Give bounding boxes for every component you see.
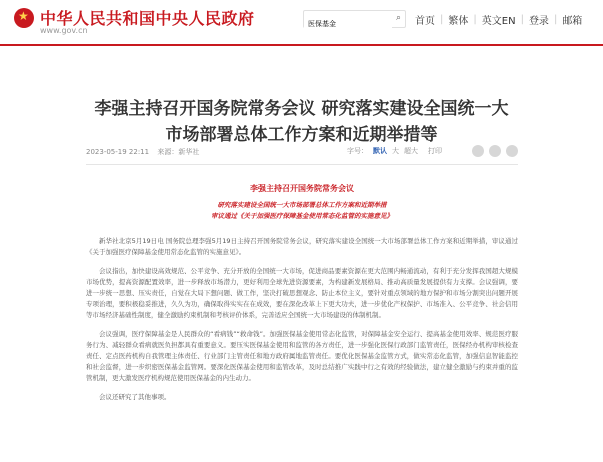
article-source: 来源：新华社 [157, 148, 200, 156]
nav-login[interactable]: 登录 [528, 16, 549, 27]
search-box [303, 10, 406, 28]
paragraph: 新华社北京5月19日电 国务院总理李强5月19日主持召开国务院常务会议，研究落实建设全国统一大市场部署总体工作方案和近期举措，审议通过《关于加强医疗保障基金使用常态化监管的实施意见》。 [86, 237, 518, 256]
article-summary [86, 183, 518, 222]
nav-english[interactable]: 英文EN [481, 16, 516, 27]
paragraph: 会议指出，加快建设高效规范、公平竞争、充分开放的全国统一大市场，促进商品要素资源在更大范围内畅通流动，有利于充分发挥我国超大规模市场优势，提高资源配置效率，进一步释放市场潜力，更好利用全球先进资源要素，为构建新发展格局、推动高质量发展提供有力支撑。会议强调，要进一步统一思想、压实责任，自觉在大局下想问题、做工作，坚决打破思想观念、防止本位主义，要针对重点领域的地方保护和市场分割突出问题开展专项治理，要积极稳妥推进，久久为功，确保取得实实在在成效，要在深化改革上下更大功夫，进一步优化产权保护、市场准入、公平竞争、社会信用等市场经济基础性制度，健全激励约束机制和考核评价体系，完善适应全国统一大市场建设的体制机制。 [86, 267, 518, 319]
font-size-label: 字号： [347, 147, 368, 155]
paragraph: 会议强调，医疗保障基金是人民群众的“看病钱”“救命钱”。加强医保基金使用常态化监管，对保障基金安全运行、提高基金使用效率、规范医疗服务行为、减轻群众看病就医负担都具有重要意义。要压实医保基金使用和监管的各方责任，进一步强化医保行政部门监管责任，医保经办机构审核检查责任、定点医药机构自我管理主体责任、行业部门主管责任和地方政府属地监管责任。要优化医保基金监管方式，做实常态化监管，加强信息智能监控和社会监督，进一步织密医保基金监管网。要深化医保基金使用和监管改革，及时总结推广实践中行之有效的经验做法，建立健全激励与约束并重的监管机制，更大激发医疗机构规范使用医保基金的内生动力。 [86, 330, 518, 382]
search-icon[interactable]: ⌕ [395, 13, 401, 23]
article-meta [86, 145, 518, 161]
font-size-large[interactable]: 大 [392, 147, 399, 155]
search-input[interactable] [304, 16, 392, 32]
font-size-xlarge[interactable]: 超大 [404, 147, 418, 155]
publish-date: 2023-05-19 22:11 [86, 148, 150, 156]
article-body [86, 236, 518, 411]
meta-divider [86, 164, 518, 165]
nav-traditional[interactable]: 繁体 [448, 16, 469, 27]
share-weibo-icon[interactable] [489, 145, 501, 157]
nav-home[interactable]: 首页 [415, 16, 435, 27]
site-header [0, 0, 603, 44]
paragraph: 会议还研究了其他事项。 [99, 393, 171, 401]
site-url: www.gov.cn [40, 26, 88, 35]
summary-line: 研究落实建设全国统一大市场部署总体工作方案和近期举措 [217, 201, 387, 209]
summary-title: 李强主持召开国务院常务会议 [250, 184, 354, 193]
share-wechat-icon[interactable] [472, 145, 484, 157]
top-nav: 首页 | 繁体 | 英文EN | 登录 | 邮箱 [410, 12, 587, 27]
nav-mail[interactable]: 邮箱 [562, 16, 583, 27]
share-qq-icon[interactable] [506, 145, 518, 157]
article-title: 李强主持召开国务院常务会议 研究落实建设全国统一大 市场部署总体工作方案和近期举措等 [94, 99, 509, 145]
header-divider [0, 44, 603, 46]
summary-line: 审议通过《关于加强医疗保障基金使用常态化监管的实施意见》 [211, 212, 393, 220]
print-button[interactable]: 打印 [428, 147, 442, 155]
font-size-default[interactable]: 默认 [373, 147, 387, 155]
site-title: 中华人民共和国中央人民政府 [40, 9, 255, 28]
national-emblem-icon [14, 8, 34, 28]
